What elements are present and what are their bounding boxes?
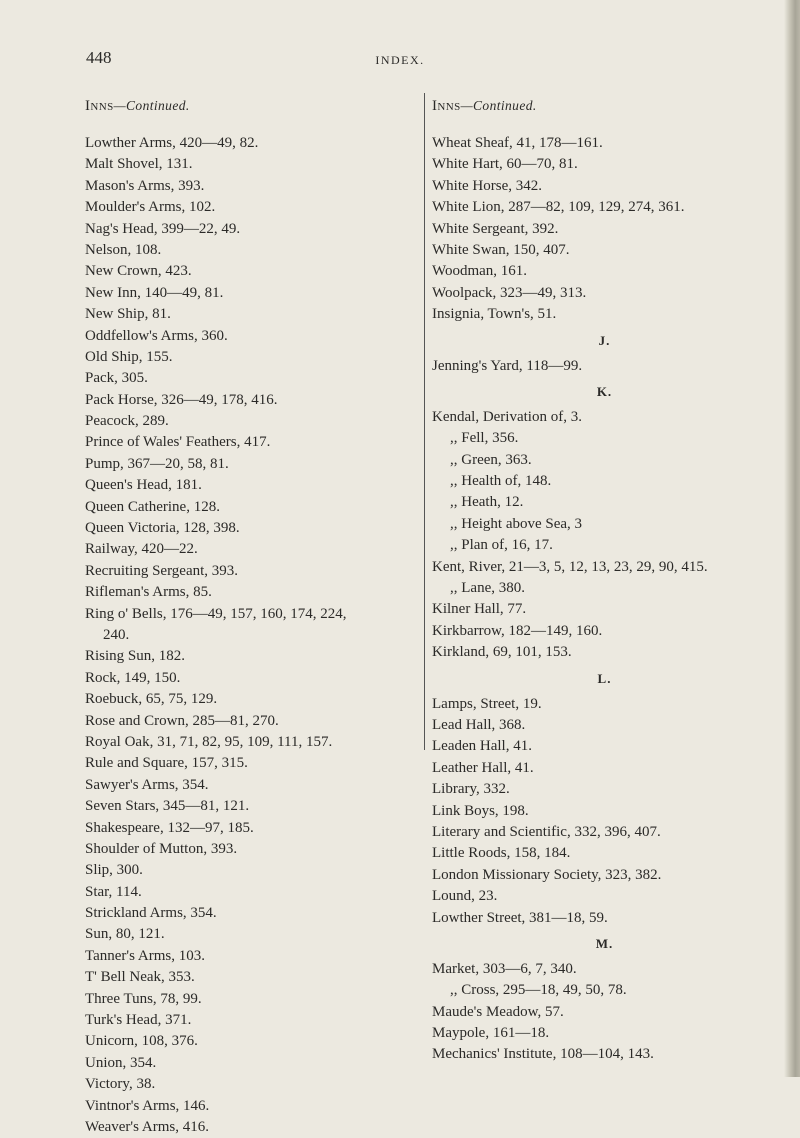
index-entry: Old Ship, 155. [85, 348, 173, 365]
index-entry: Three Tuns, 78, 99. [85, 990, 202, 1007]
index-entry: Lead Hall, 368. [432, 716, 526, 733]
index-entry: Slip, 300. [85, 862, 143, 879]
index-entries [85, 133, 425, 1138]
index-entry: Ring o' Bells, 176—49, 157, 160, 174, 224, [85, 605, 347, 622]
index-entry: Nelson, 108. [85, 241, 162, 258]
index-entry: ,, Health of, 148. [450, 473, 552, 490]
index-entry: Turk's Head, 371. [85, 1012, 192, 1029]
index-entry: Strickland Arms, 354. [85, 905, 217, 922]
letter-sections [432, 326, 777, 1066]
index-entry: Pack Horse, 326—49, 178, 416. [85, 391, 278, 408]
index-entry: Jenning's Yard, 118—99. [432, 357, 583, 374]
index-entry: Nag's Head, 399—22, 49. [85, 220, 241, 237]
index-entry: Kent, River, 21—3, 5, 12, 13, 23, 29, 90, 415. [432, 558, 708, 575]
index-entry: ,, Cross, 295—18, 49, 50, 78. [450, 982, 627, 999]
index-entry: Shakespeare, 132—97, 185. [85, 819, 254, 836]
index-entries [432, 133, 777, 326]
index-entry: Moulder's Arms, 102. [85, 199, 216, 216]
index-entry: Rule and Square, 157, 315. [85, 755, 248, 772]
index-entry: Mechanics' Institute, 108—104, 143. [432, 1046, 654, 1063]
index-entry: ,, Height above Sea, 3 [450, 515, 583, 532]
index-entry: Railway, 420—22. [85, 541, 198, 558]
section-letter: K. [596, 383, 613, 399]
section-letter: J. [598, 332, 611, 348]
index-entry: New Inn, 140—49, 81. [85, 284, 224, 301]
index-entry: White Sergeant, 392. [432, 220, 559, 237]
index-entry: 240. [103, 626, 130, 643]
index-entry: Pack, 305. [85, 370, 148, 387]
index-entry: Lowther Street, 381—18, 59. [432, 909, 608, 926]
index-entry: White Horse, 342. [432, 177, 542, 194]
index-entry: Leaden Hall, 41. [432, 738, 532, 755]
index-entry: Rose and Crown, 285—81, 270. [85, 712, 279, 729]
index-entry: Shoulder of Mutton, 393. [85, 840, 238, 857]
index-entry: Rifleman's Arms, 85. [85, 584, 212, 601]
index-entry: Peacock, 289. [85, 413, 169, 430]
page-number: 448 [86, 48, 112, 67]
index-entry: Kilner Hall, 77. [432, 601, 527, 618]
index-entry: London Missionary Society, 323, 382. [432, 866, 662, 883]
page-edge-shadow [784, 0, 800, 1077]
right-column [432, 95, 777, 1066]
index-entry: Lound, 23. [432, 888, 498, 905]
index-entry: Prince of Wales' Feathers, 417. [85, 434, 271, 451]
heading-word: Inns [85, 98, 114, 114]
running-head: INDEX. [375, 53, 425, 67]
index-entry: Queen's Head, 181. [85, 477, 202, 494]
index-entry: Star, 114. [85, 883, 142, 900]
index-entry: Lowther Arms, 420—49, 82. [85, 135, 259, 151]
index-entry: Leather Hall, 41. [432, 759, 534, 776]
index-entry: Recruiting Sergeant, 393. [85, 562, 239, 579]
section-letter: L. [597, 670, 612, 686]
index-entry: Library, 332. [432, 781, 510, 798]
index-entry: Victory, 38. [85, 1076, 156, 1093]
index-entry: New Crown, 423. [85, 263, 192, 280]
index-entry: Queen Victoria, 128, 398. [85, 520, 240, 537]
column-heading [85, 95, 425, 117]
heading-continued: —Continued. [460, 98, 537, 113]
index-entry: White Swan, 150, 407. [432, 241, 570, 258]
index-entry: Maypole, 161—18. [432, 1025, 550, 1042]
index-entry: Lamps, Street, 19. [432, 695, 542, 712]
index-entry: New Ship, 81. [85, 306, 171, 323]
index-entry: Literary and Scientific, 332, 396, 407. [432, 823, 661, 840]
index-entry: Woodman, 161. [432, 263, 528, 280]
heading-continued: —Continued. [113, 98, 190, 113]
letter-section [432, 377, 777, 664]
left-column [85, 95, 425, 1138]
index-entry: ,, Heath, 12. [450, 494, 524, 511]
index-entry: ,, Fell, 356. [450, 430, 519, 447]
index-entry: Kendal, Derivation of, 3. [432, 408, 582, 425]
index-entry: Sun, 80, 121. [85, 926, 165, 943]
index-entry: Roebuck, 65, 75, 129. [85, 691, 218, 708]
index-entry: Rising Sun, 182. [85, 648, 186, 665]
index-entry: Union, 354. [85, 1054, 157, 1071]
index-entry: Market, 303—6, 7, 340. [432, 960, 577, 977]
column-divider [424, 93, 425, 750]
index-entry: Unicorn, 108, 376. [85, 1033, 198, 1050]
index-entry: Seven Stars, 345—81, 121. [85, 798, 250, 815]
index-entry: T' Bell Neak, 353. [85, 969, 195, 986]
index-entry: Maude's Meadow, 57. [432, 1003, 564, 1020]
letter-section [432, 664, 777, 929]
index-entry: Wheat Sheaf, 41, 178—161. [432, 135, 603, 151]
index-entry: Weaver's Arms, 416. [85, 1118, 209, 1135]
index-entry: Royal Oak, 31, 71, 82, 95, 109, 111, 157. [85, 733, 333, 750]
letter-section [432, 326, 777, 377]
index-entry: ,, Green, 363. [450, 451, 532, 468]
index-entry: White Lion, 287—82, 109, 129, 274, 361. [432, 199, 685, 216]
index-entry: Rock, 149, 150. [85, 669, 181, 686]
index-entry: ,, Plan of, 16, 17. [450, 537, 553, 554]
index-entry: Insignia, Town's, 51. [432, 306, 557, 323]
column-heading [432, 95, 777, 117]
index-entry: Queen Catherine, 128. [85, 498, 220, 515]
index-entry: Sawyer's Arms, 354. [85, 776, 209, 793]
index-entry: Little Roods, 158, 184. [432, 845, 571, 862]
index-entry: White Hart, 60—70, 81. [432, 156, 578, 173]
index-entry: Woolpack, 323—49, 313. [432, 284, 587, 301]
index-entry: Mason's Arms, 393. [85, 177, 205, 194]
letter-section [432, 929, 777, 1066]
index-entry: Malt Shovel, 131. [85, 156, 193, 173]
index-entry: Kirkbarrow, 182—149, 160. [432, 622, 603, 639]
index-entry: ,, Lane, 380. [450, 580, 525, 597]
index-entry: Tanner's Arms, 103. [85, 947, 205, 964]
index-entry: Link Boys, 198. [432, 802, 529, 819]
section-letter: M. [595, 935, 614, 951]
index-entry: Oddfellow's Arms, 360. [85, 327, 228, 344]
index-entry: Pump, 367—20, 58, 81. [85, 455, 229, 472]
heading-word: Inns [432, 98, 461, 114]
index-entry: Kirkland, 69, 101, 153. [432, 644, 572, 661]
index-entry: Vintnor's Arms, 146. [85, 1097, 210, 1114]
